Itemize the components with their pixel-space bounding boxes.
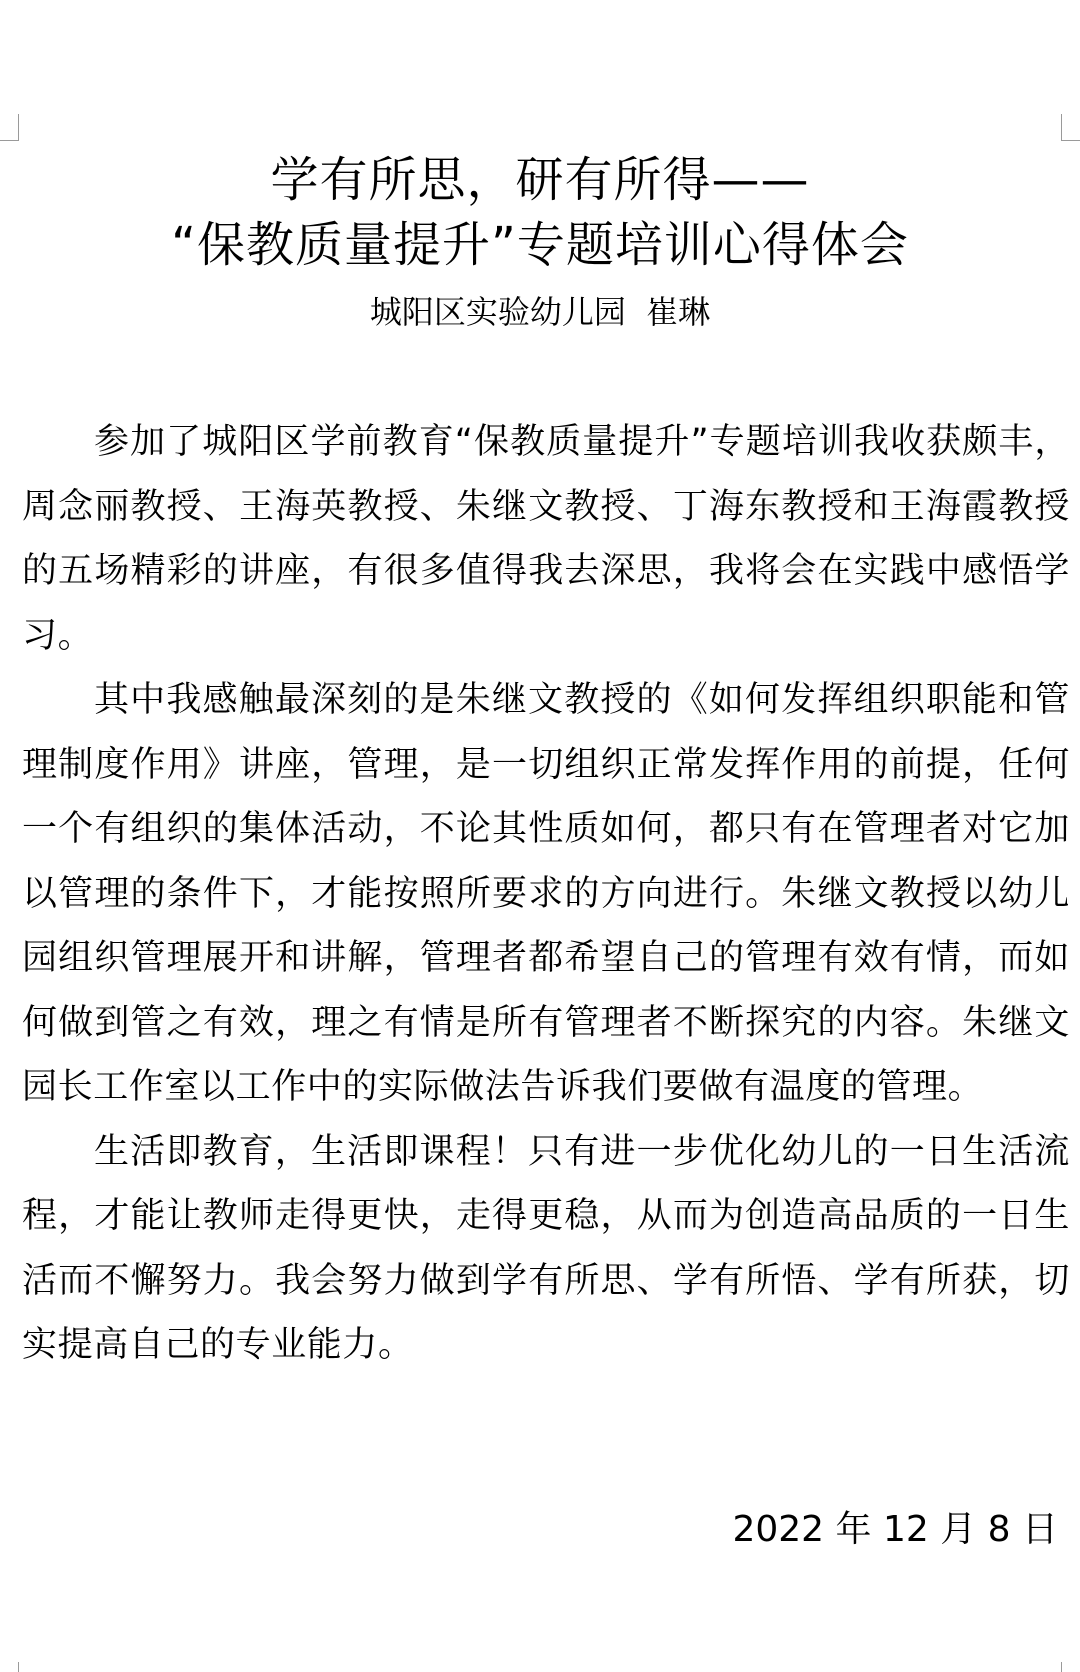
document-title-line-2: “保教质量提升”专题培训心得体会 — [171, 217, 909, 273]
document-date: 2022 年 12 月 8 日 — [732, 1509, 1058, 1550]
page-corner-mark-top-left — [0, 114, 19, 141]
paragraph-2: 其中我感触最深刻的是朱继文教授的《如何发挥组织职能和管理制度作用》讲座，管理，是一切组织正常发挥作用的前提，任何一个有组织的集体活动，不论其性质如何，都只有在管理者对它加以管理的条件下，才能按照所要求的方向进行。朱继文教授以幼儿园组织管理展开和讲解，管理者都希望自己的管理有效有情，而如何做到管之有效，理之有情是所有管理者不断探究的内容。朱继文园长工作室以工作中的实际做法告诉我们要做有温度的管理。 — [22, 680, 1070, 1107]
document-author: 城阳区实验幼儿园 崔琳 — [369, 293, 711, 331]
document-body — [22, 410, 1070, 1378]
page-corner-mark-bottom-right — [1061, 1662, 1080, 1672]
paragraph-3: 生活即教育，生活即课程！只有进一步优化幼儿的一日生活流程，才能让教师走得更快，走得更稳，从而为创造高品质的一日生活而不懈努力。我会努力做到学有所思、学有所悟、学有所获，切实提高自己的专业能力。 — [22, 1131, 1070, 1365]
page-corner-mark-top-right — [1061, 114, 1080, 141]
page-corner-mark-bottom-left — [0, 1662, 19, 1672]
document-title-line-1: 学有所思，研有所得—— — [270, 152, 810, 208]
paragraph-1: 参加了城阳区学前教育“保教质量提升”专题培训我收获颇丰，周念丽教授、王海英教授、朱继文教授、丁海东教授和王海霞教授的五场精彩的讲座，有很多值得我去深思，我将会在实践中感悟学习。 — [22, 422, 1070, 656]
